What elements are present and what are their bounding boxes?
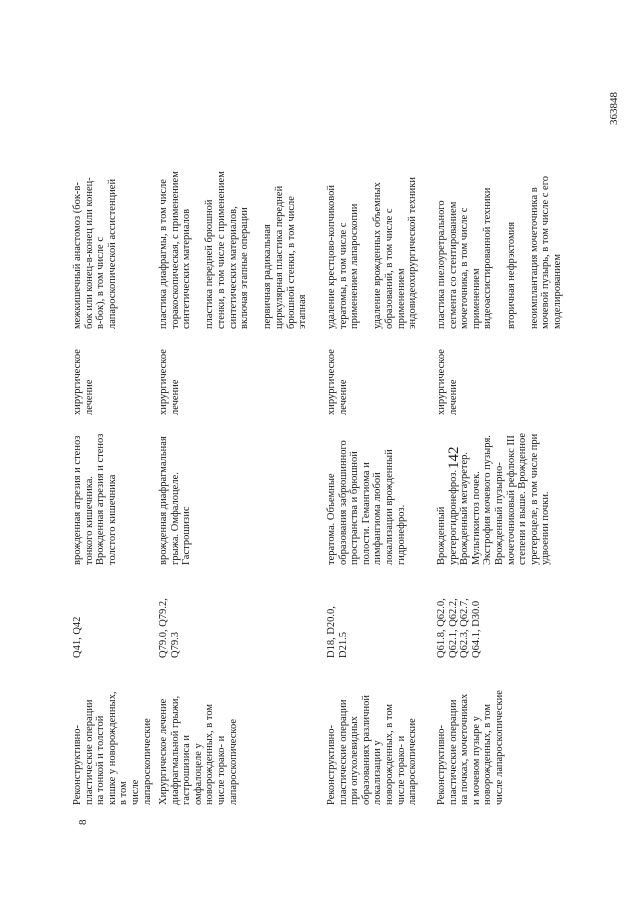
icd-codes: D18, D20.0, D21.5 [326, 606, 349, 658]
procedure-name: Реконструктивно- пластические операции на тонкой и толстой кишке у новорожденных, в том числе лапароскопические [72, 691, 153, 805]
procedure-name: Реконструктивно- пластические операции на почках, мочеточниках и мочевом пузыре у новорожденных, в том числе лапароскопические [436, 690, 505, 805]
document-number: 363848 [608, 92, 620, 125]
treatment-methods: межкишечный анастомоз (бок-в- бок или конец-в-конец или конец- в-бок), в том числе с лапароскопической ассистенцией [72, 177, 118, 329]
table-row [150, 0, 315, 905]
procedure-name: Хирургическое лечение диафрагмальной грыжи, гастрошизиса и омфалоцеле у новорожденных, в том числе торако- и лапароскопическое [158, 695, 239, 805]
diagnosis: тератома. Объемные образования забрюшинного пространства и брюшной полости. Гемангиома и лимфангиома любой локализации врожденный гидронефроз. [326, 440, 407, 565]
page-number: 142 [446, 446, 462, 469]
treatment-type: хирургическое лечение [72, 349, 95, 415]
icd-codes: Q61.8, Q62.0, Q62.1, Q62.2, Q62.3, Q62.7, Q64.1, D30.0 [436, 598, 482, 658]
table-row [318, 0, 428, 905]
treatment-type: хирургическое лечение [158, 349, 181, 415]
icd-codes: Q79.0, Q79.2, Q79.3 [158, 598, 181, 658]
table-row [428, 0, 563, 905]
treatment-methods: пластика пиелоуретрального сегмента со стентированием мочеточника, в том числе с применением видеоассистированной техники вторичная нефрэктомия неоимплантация мочеточника в мочевой пузырь, в том числе с его моделированием [436, 176, 563, 329]
treatment-methods: пластика диафрагмы, в том числе торакоскопическая, с применением синтетических материалов пластика передней брюшной стенки, в том числе с применением синтетических материалов, включая этапные операции первичная радикальная циркулярная пластика передней брюшной стенки, в том числе этапная [158, 171, 309, 329]
row-number: 8 [77, 819, 89, 825]
treatment-type: хирургическое лечение [436, 349, 459, 415]
diagnosis: врожденная атрезия и стеноз тонкого кишечника. Врожденная атрезия и стеноз толстого кишечника [72, 433, 118, 565]
diagnosis: Врожденный уретерогидронефроз. Врожденный мегауретер. Мультикистоз почек. Экстрофия мочевого пузыря. Врожденный пузырно- мочеточниковый рефлюкс III степени и выше. Врожденное уретероцеле, в том числе при удвоении почки. [436, 432, 552, 565]
treatment-type: хирургическое лечение [326, 349, 349, 415]
icd-codes: Q41, Q42 [72, 616, 83, 658]
procedure-name: Реконструктивно- пластические операции при опухолевидных образованиях различной локализации у новорожденных, в том числе торако- и лапароскопические [326, 695, 419, 805]
treatment-methods: удаление крестцово-копчиковой тератомы, в том числе с применением лапароскопии удаление врожденных объемных образований, в том числе с применением эндовидеохирургической техники [326, 177, 419, 329]
table-row [60, 0, 153, 905]
diagnosis: врожденная диафрагмальная грыжа. Омфалоцеле. Гастрошизис [158, 436, 193, 565]
